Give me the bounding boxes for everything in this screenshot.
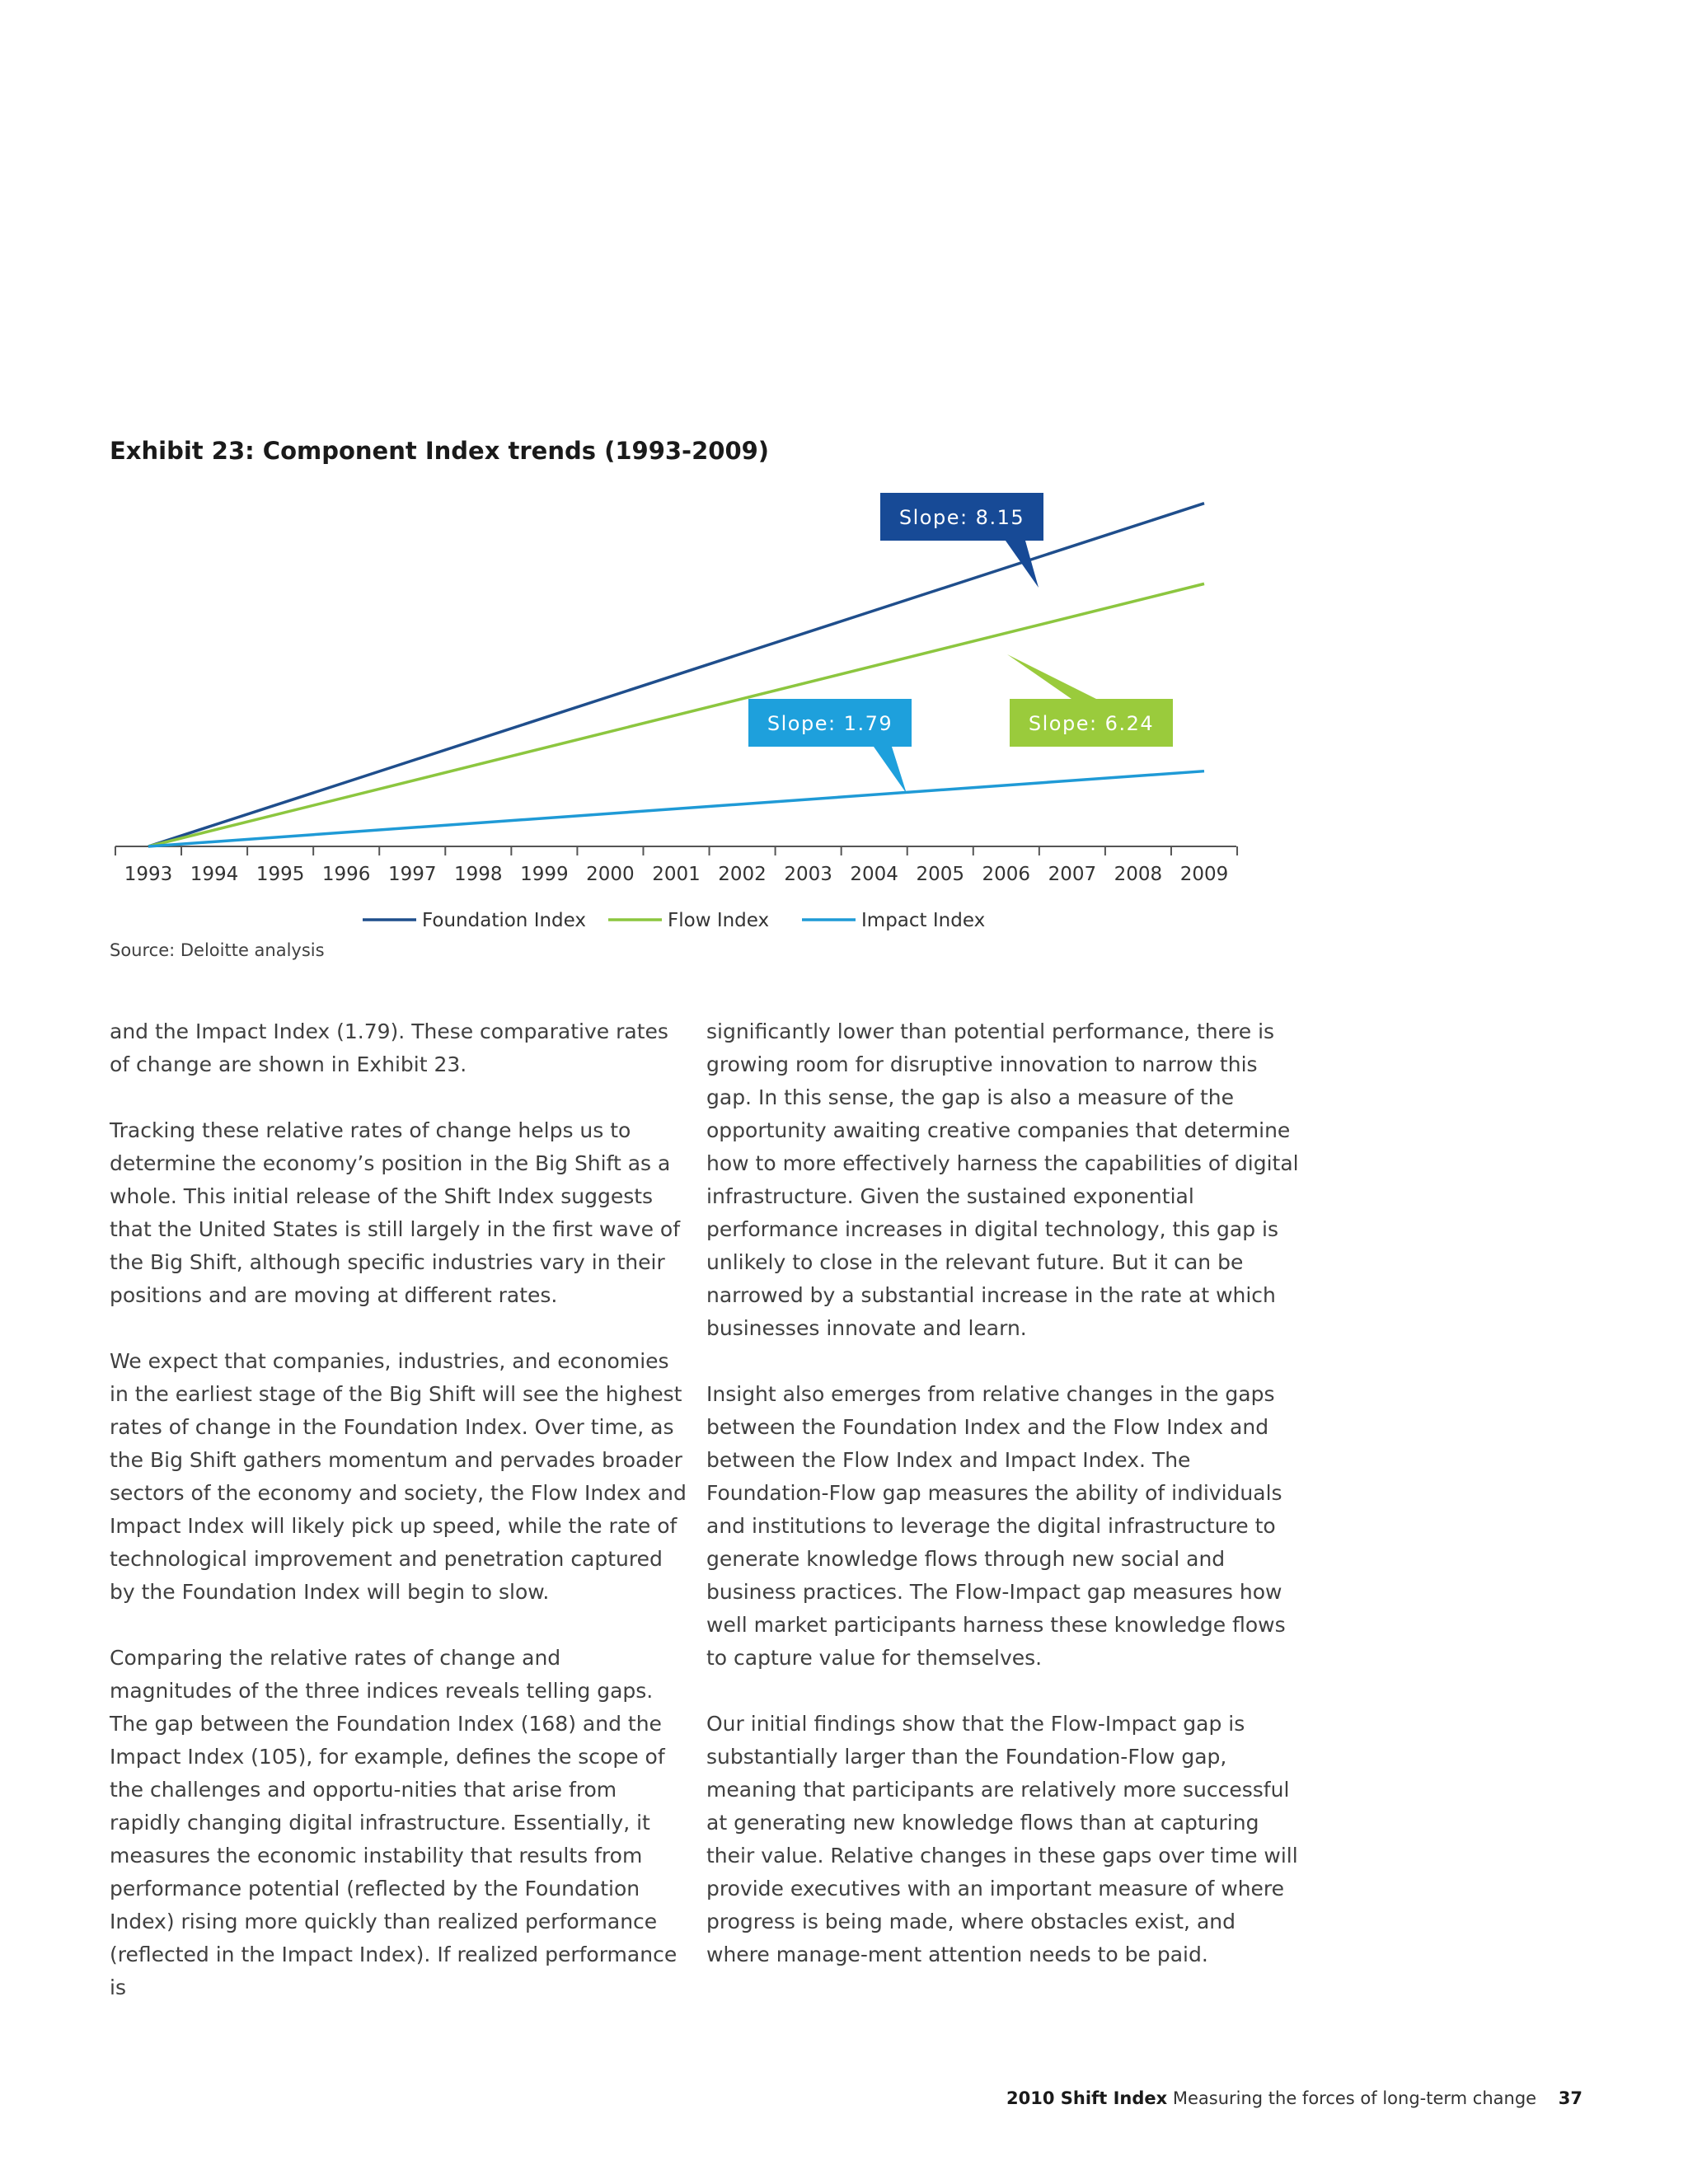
callout-pointer (1006, 541, 1039, 588)
page-number: 37 (1558, 2088, 1582, 2108)
component-index-chart (0, 0, 1688, 948)
body-column-left (110, 1015, 687, 2037)
x-tick-label: 2005 (916, 864, 965, 885)
page-footer (1006, 2088, 1582, 2108)
slope-label: Slope: 6.24 (1028, 712, 1155, 735)
legend-label: Impact Index (861, 910, 986, 931)
legend-label: Flow Index (668, 910, 770, 931)
x-tick-label: 1998 (454, 864, 503, 885)
slope-label: Slope: 1.79 (767, 712, 893, 735)
paragraph: significantly lower than potential performance, there is growing room for disruptive innovation to narrow this gap. In this sense, the gap is also a measure of the opportunity awaiting creative companies that determine how to more effectively harness the capabilities of digital infrastructure. Given the sustained exponential performance increases in digital technology, this gap is unlikely to close in the relevant future. But it can be narrowed by a substantial increase in the rate at which businesses innovate and learn. (706, 1019, 1299, 1340)
x-tick-label: 1996 (321, 864, 371, 885)
slope-label: Slope: 8.15 (898, 506, 1025, 529)
paragraph: and the Impact Index (1.79). These comparative rates of change are shown in Exhibit 23. (110, 1019, 668, 1076)
legend-label: Foundation Index (422, 910, 587, 931)
exhibit-title: Exhibit 23: Component Index trends (1993-2009) (110, 437, 770, 465)
paragraph: Our initial findings show that the Flow-Impact gap is substantially larger than the Foundation-Flow gap, meaning that participants are relatively more successful at generating new knowledge flows than at capturing their value. Relative changes in these gaps over time will provide executives with an important measure of where progress is being made, where obstacles exist, and where manage-ment attention needs to be paid. (706, 1712, 1298, 1966)
x-tick-label: 2001 (652, 864, 701, 885)
x-tick-label: 2004 (850, 864, 898, 885)
x-tick-label: 1999 (520, 864, 569, 885)
x-tick-label: 2000 (586, 864, 635, 885)
x-tick-label: 2003 (784, 864, 832, 885)
x-tick-label: 2002 (718, 864, 767, 885)
callout-pointer (1007, 654, 1096, 699)
paragraph: Insight also emerges from relative changes in the gaps between the Foundation Index and the Flow Index and between the Flow Index and Impact Index. The Foundation-Flow gap measures the ability of individuals and institutions to leverage the digital infrastructure to generate knowledge flows through new social and business practices. The Flow-Impact gap measures how well market participants harness these knowledge flows to capture value for themselves. (706, 1382, 1286, 1670)
x-tick-label: 1995 (256, 864, 305, 885)
x-tick-label: 2008 (1114, 864, 1163, 885)
x-tick-label: 2007 (1048, 864, 1097, 885)
x-tick-label: 2009 (1179, 864, 1229, 885)
series-line (148, 771, 1204, 846)
body-column-right (706, 1015, 1300, 2004)
footer-tagline: Measuring the forces of long-term change (1172, 2088, 1537, 2108)
x-tick-label: 1997 (387, 864, 437, 885)
footer-report-name: 2010 Shift Index (1006, 2088, 1168, 2108)
callout-pointer (874, 747, 907, 794)
x-tick-label: 1994 (190, 864, 239, 885)
paragraph: Tracking these relative rates of change helps us to determine the economy’s position in the Big Shift as a whole. This initial release of the Shift Index suggests that the United States is still largely in the first wave of the Big Shift, although specific industries vary in their positions and are moving at different rates. (110, 1118, 680, 1307)
paragraph: We expect that companies, industries, and economies in the earliest stage of the Big Shift will see the highest rates of change in the Foundation Index. Over time, as the Big Shift gathers momentum and pervades broader sectors of the economy and society, the Flow Index and Impact Index will likely pick up speed, while the rate of technological improvement and penetration captured by the Foundation Index will begin to slow. (110, 1349, 687, 1604)
chart-source: Source: Deloitte analysis (110, 940, 325, 960)
x-tick-label: 1993 (124, 864, 173, 885)
x-tick-label: 2006 (982, 864, 1031, 885)
paragraph: Comparing the relative rates of change and magnitudes of the three indices reveals telling gaps. The gap between the Foundation Index (168) and the Impact Index (105), for example, defines the scope of the challenges and opportu-nities that arise from rapidly changing digital infrastructure. Essentially, it measures the economic instability that results from performance potential (reflected by the Foundation Index) rising more quickly than realized performance (reflected in the Impact Index). If realized performance is (110, 1646, 678, 1999)
